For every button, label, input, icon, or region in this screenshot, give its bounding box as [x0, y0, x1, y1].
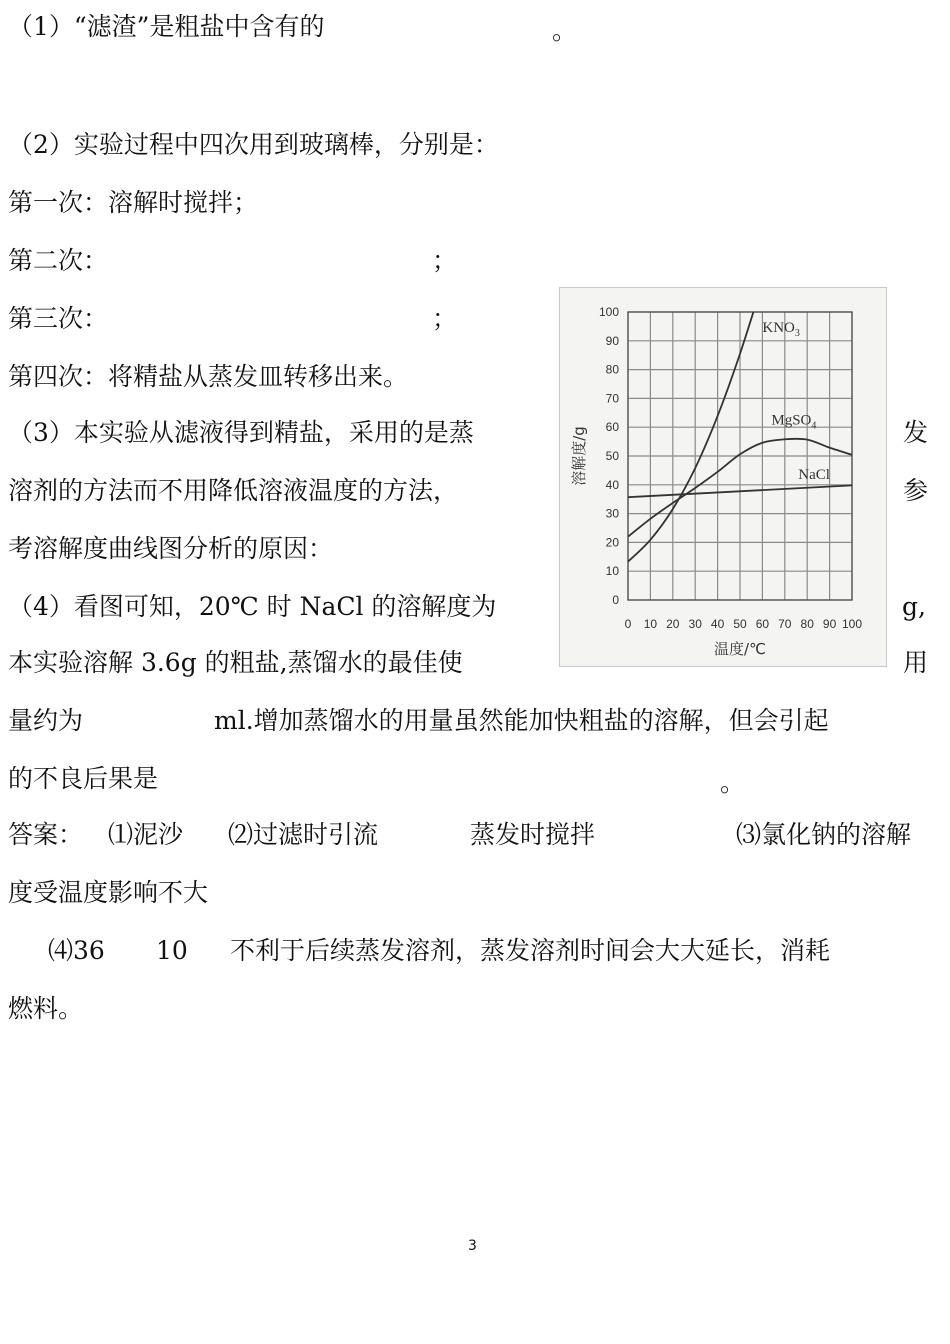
q2-second-end: ；: [432, 246, 458, 275]
answer-p3b: 度受温度影响不大: [8, 878, 209, 907]
y-tick-label: 90: [605, 333, 619, 348]
q1-text: （1）“滤渣”是粗盐中含有的: [8, 12, 325, 41]
q4-line4: 的不良后果是: [8, 764, 159, 793]
q3-line1-right: 发: [903, 418, 929, 447]
q3-line2-right: 参: [903, 476, 929, 505]
y-tick-label: 60: [605, 420, 619, 435]
q2-first: 第一次：溶解时搅拌；: [8, 188, 259, 217]
x-axis-label: 温度/℃: [714, 640, 766, 658]
y-tick-label: 10: [605, 564, 619, 579]
q2-third-end: ；: [432, 304, 458, 333]
series-label-mgso: MgSO$_4$: [771, 412, 817, 432]
solubility-chart: [559, 287, 887, 667]
x-tick-label: 90: [822, 617, 837, 631]
y-tick-label: 50: [605, 449, 619, 463]
y-axis-label: 溶解度/g: [570, 426, 588, 486]
page-number: 3: [468, 1238, 477, 1254]
y-tick-label: 70: [605, 391, 619, 406]
y-tick-label: 100: [598, 305, 619, 319]
series-label-nacl: NaCl: [798, 467, 830, 484]
answer-p3: ⑶氯化钠的溶解: [736, 820, 912, 849]
y-tick-label: 20: [605, 535, 619, 550]
answer-p4c: 不利于后续蒸发溶剂，蒸发溶剂时间会大大延长，消耗: [230, 936, 831, 965]
answer-p4d: 燃料。: [8, 994, 84, 1023]
answer-p4a: ⑷36: [48, 936, 105, 965]
x-tick-label: 70: [778, 617, 792, 631]
q2-third: 第三次：: [8, 304, 109, 333]
q2-fourth: 第四次：将精盐从蒸发皿转移出来。: [8, 362, 409, 391]
q2-intro: （2）实验过程中四次用到玻璃棒，分别是：: [8, 130, 499, 159]
x-tick-label: 100: [841, 617, 863, 631]
x-tick-label: 60: [755, 617, 770, 631]
answer-label: 答案：: [8, 820, 84, 849]
series-label-subscript: 4: [811, 420, 817, 432]
q4-line3b: ml.增加蒸馏水的用量虽然能加快粗盐的溶解，但会引起: [214, 706, 829, 735]
x-tick-label: 40: [710, 617, 725, 631]
q4-line1: （4）看图可知，20℃ 时 NaCl 的溶解度为: [8, 592, 497, 621]
chart-labels: [762, 320, 830, 483]
x-tick-label: 50: [733, 617, 747, 631]
q3-line3: 考溶解度曲线图分析的原因：: [8, 534, 334, 563]
q4-line3a: 量约为: [8, 706, 84, 735]
q3-line2: 溶剂的方法而不用降低溶液温度的方法，: [8, 476, 459, 505]
answer-p2: ⑵过滤时引流: [228, 820, 379, 849]
x-tick-label: 10: [643, 617, 658, 631]
x-tick-label: 30: [688, 617, 702, 631]
solubility-chart-svg: [560, 288, 886, 666]
y-tick-label: 30: [605, 506, 619, 521]
x-tick-label: 20: [666, 617, 680, 631]
series-label-subscript: 3: [794, 328, 800, 340]
q4-line2: 本实验溶解 3.6g 的粗盐,蒸馏水的最佳使: [8, 648, 463, 677]
y-tick-label: 40: [605, 477, 619, 492]
q3-line1: （3）本实验从滤液得到精盐，采用的是蒸: [8, 418, 474, 447]
answer-p2b: 蒸发时搅拌: [470, 820, 596, 849]
answer-p4b: 10: [156, 936, 188, 965]
x-tick-label: 80: [800, 617, 814, 631]
q4-line4-end: 。: [720, 768, 746, 797]
y-tick-label: 80: [605, 362, 619, 377]
series-label-kno: $KNO_3$: [762, 320, 800, 340]
q4-line1-right: g,: [902, 592, 926, 621]
x-tick-label: 0: [624, 617, 632, 631]
q1-end: 。: [552, 16, 578, 45]
y-tick-label: 0: [612, 593, 619, 607]
q4-line2-right: 用: [903, 648, 929, 677]
q2-second: 第二次：: [8, 246, 109, 275]
answer-p1: ⑴泥沙: [108, 820, 184, 849]
